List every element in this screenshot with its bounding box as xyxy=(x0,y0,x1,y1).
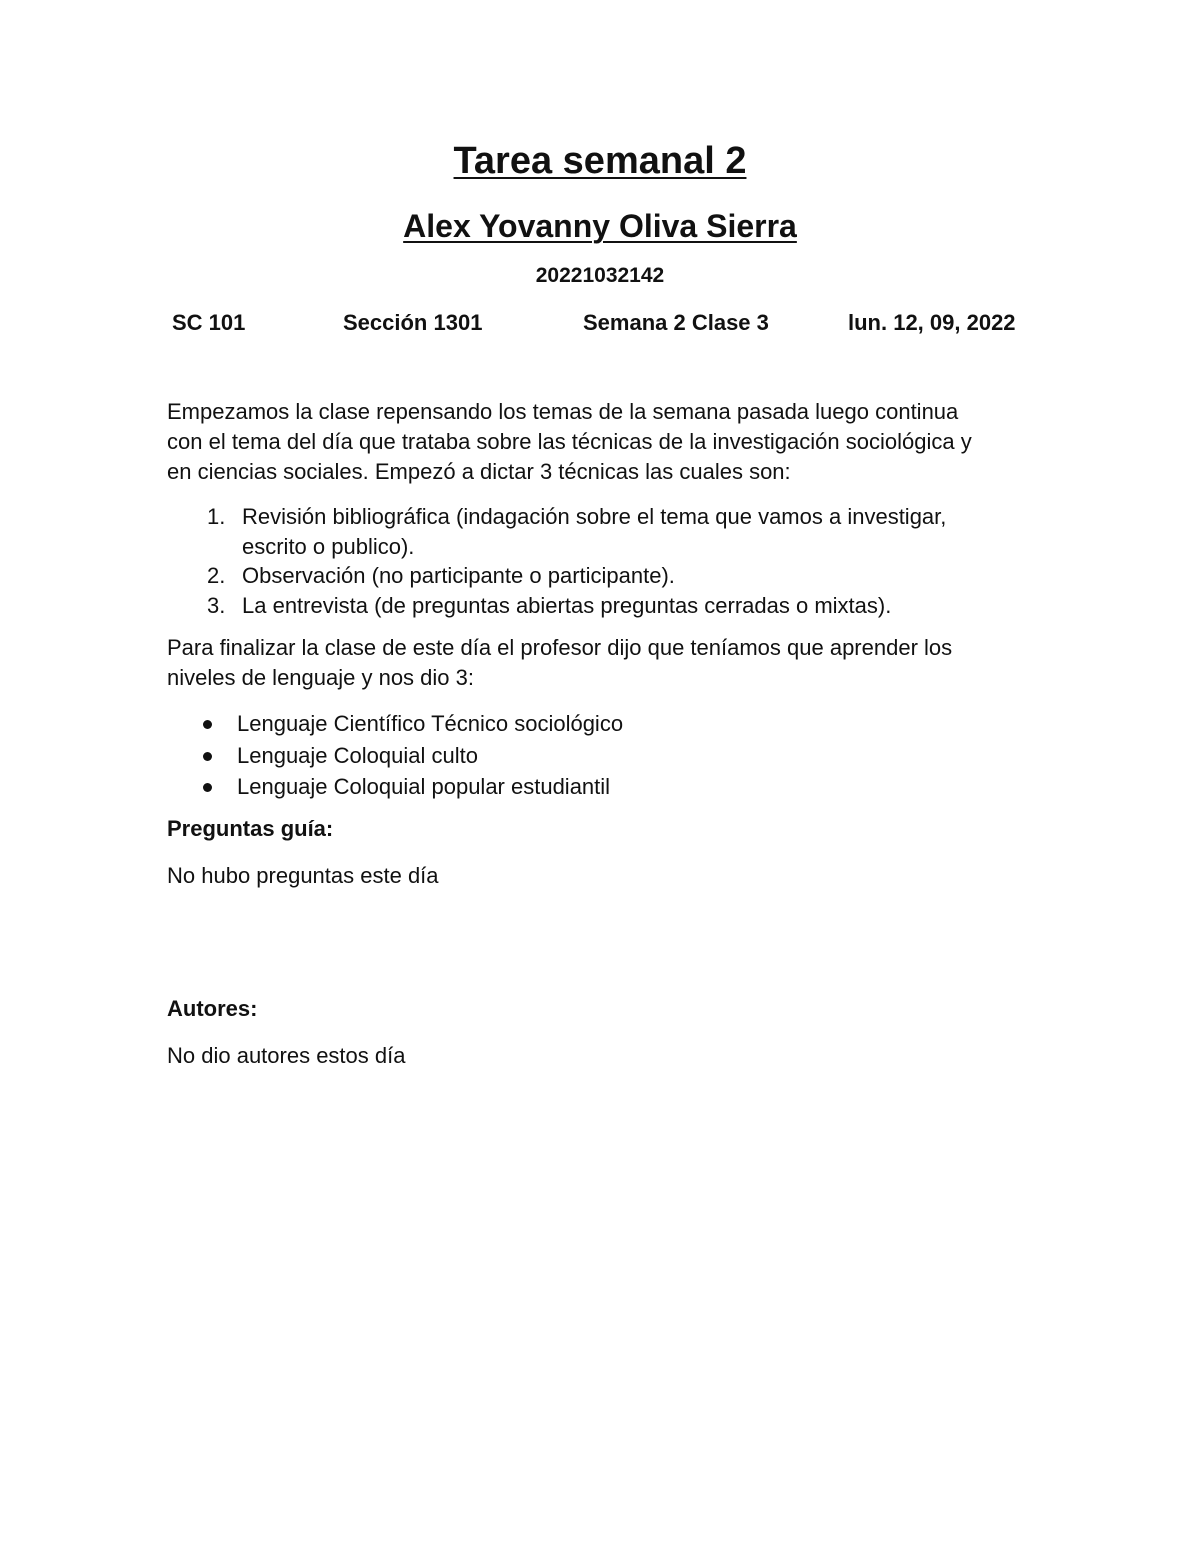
intro-paragraph xyxy=(167,397,1047,487)
list-item-line: Observación (no participante o participante). xyxy=(242,563,675,588)
list-item-text: Lenguaje Científico Técnico sociológico xyxy=(237,711,624,736)
list-item-text: Lenguaje Coloquial popular estudiantil xyxy=(237,774,611,799)
document-title: Tarea semanal 2 xyxy=(453,140,747,182)
techniques-list xyxy=(167,502,1047,620)
intro-line: con el tema del día que trataba sobre las técnicas de la investigación sociológica y xyxy=(167,429,972,454)
section-number: Sección 1301 xyxy=(343,310,483,335)
list-item-line: Revisión bibliográfica (indagación sobre el tema que vamos a investigar, xyxy=(242,504,947,529)
list-number: 3. xyxy=(207,592,226,618)
intro-line: Empezamos la clase repensando los temas de la semana pasada luego continua xyxy=(167,399,959,424)
bullet-icon xyxy=(203,783,212,792)
language-levels-list xyxy=(167,708,1047,803)
bullet-icon xyxy=(203,720,212,729)
intro-line: en ciencias sociales. Empezó a dictar 3 técnicas las cuales son: xyxy=(167,459,791,484)
bullet-icon xyxy=(203,752,212,761)
list-item xyxy=(167,561,1047,591)
list-item xyxy=(167,502,1047,561)
list-item-line: escrito o publico). xyxy=(242,533,415,559)
week-class: Semana 2 Clase 3 xyxy=(583,310,769,335)
closing-line: niveles de lenguaje y nos dio 3: xyxy=(167,665,474,690)
list-item xyxy=(167,740,1047,772)
class-date: lun. 12, 09, 2022 xyxy=(848,310,1016,335)
list-item-line: La entrevista (de preguntas abiertas preguntas cerradas o mixtas). xyxy=(242,592,892,618)
authors-heading: Autores: xyxy=(167,996,258,1021)
author-name: Alex Yovanny Oliva Sierra xyxy=(403,208,797,244)
list-item xyxy=(167,591,1047,621)
closing-line: Para finalizar la clase de este día el profesor dijo que teníamos que aprender los xyxy=(167,635,953,660)
list-number: 1. xyxy=(207,504,226,529)
student-id: 20221032142 xyxy=(535,264,665,287)
course-code: SC 101 xyxy=(172,310,246,335)
closing-paragraph xyxy=(167,633,1047,693)
list-item-text: Lenguaje Coloquial culto xyxy=(237,742,478,768)
list-item xyxy=(167,771,1047,803)
questions-text: No hubo preguntas este día xyxy=(167,863,439,888)
list-item xyxy=(167,708,1047,740)
list-number: 2. xyxy=(207,563,226,588)
questions-heading: Preguntas guía: xyxy=(167,816,334,841)
authors-text: No dio autores estos día xyxy=(167,1043,406,1068)
